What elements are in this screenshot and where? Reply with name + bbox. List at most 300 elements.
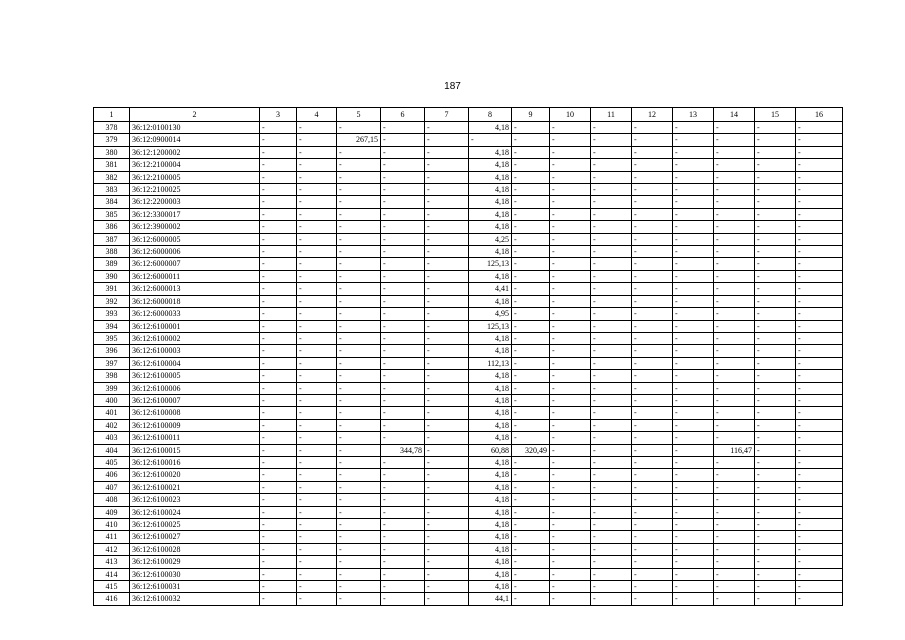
table-cell: - bbox=[673, 345, 714, 357]
table-cell: - bbox=[796, 146, 843, 158]
table-cell: 4,18 bbox=[469, 581, 512, 593]
table-cell: - bbox=[632, 332, 673, 344]
table-cell: - bbox=[550, 357, 591, 369]
table-cell: - bbox=[337, 221, 381, 233]
table-cell: - bbox=[337, 146, 381, 158]
table-cell: - bbox=[673, 295, 714, 307]
table-cell: - bbox=[796, 221, 843, 233]
row-number-cell: 395 bbox=[94, 332, 130, 344]
table-cell: - bbox=[673, 283, 714, 295]
table-cell: - bbox=[591, 407, 632, 419]
table-cell: - bbox=[796, 308, 843, 320]
table-cell: - bbox=[714, 171, 755, 183]
table-cell: - bbox=[796, 258, 843, 270]
table-cell: - bbox=[755, 519, 796, 531]
table-cell: - bbox=[796, 295, 843, 307]
cadastral-number-cell: 36:12:6100023 bbox=[130, 494, 260, 506]
table-cell: - bbox=[714, 407, 755, 419]
column-header-7: 7 bbox=[425, 108, 469, 122]
table-cell: - bbox=[512, 394, 550, 406]
table-cell: - bbox=[714, 568, 755, 580]
table-cell: 116,47 bbox=[714, 444, 755, 456]
table-cell: - bbox=[337, 122, 381, 134]
table-cell: - bbox=[260, 382, 297, 394]
table-cell: - bbox=[755, 543, 796, 555]
table-cell: 4,25 bbox=[469, 233, 512, 245]
table-row bbox=[94, 407, 843, 419]
table-row bbox=[94, 233, 843, 245]
table-cell: - bbox=[591, 531, 632, 543]
row-number-cell: 386 bbox=[94, 221, 130, 233]
table-cell: - bbox=[714, 432, 755, 444]
table-cell: - bbox=[591, 519, 632, 531]
table-row bbox=[94, 308, 843, 320]
table-cell: - bbox=[381, 171, 425, 183]
table-row bbox=[94, 258, 843, 270]
table-cell: - bbox=[632, 469, 673, 481]
table-cell: - bbox=[591, 394, 632, 406]
table-cell: - bbox=[632, 382, 673, 394]
table-cell: - bbox=[550, 246, 591, 258]
table-cell: - bbox=[337, 519, 381, 531]
table-cell: - bbox=[755, 556, 796, 568]
table-cell: - bbox=[714, 320, 755, 332]
column-header-4: 4 bbox=[297, 108, 337, 122]
table-cell: - bbox=[673, 258, 714, 270]
table-cell: - bbox=[512, 295, 550, 307]
table-cell: - bbox=[425, 581, 469, 593]
table-cell: - bbox=[381, 581, 425, 593]
table-cell: - bbox=[260, 246, 297, 258]
table-cell: - bbox=[796, 556, 843, 568]
table-cell: - bbox=[632, 320, 673, 332]
table-cell: - bbox=[425, 556, 469, 568]
table-cell: - bbox=[673, 519, 714, 531]
table-cell: - bbox=[673, 432, 714, 444]
table-cell: - bbox=[260, 146, 297, 158]
table-cell: - bbox=[714, 184, 755, 196]
table-cell: - bbox=[714, 270, 755, 282]
table-cell: - bbox=[381, 382, 425, 394]
table-cell: - bbox=[673, 469, 714, 481]
table-cell: - bbox=[425, 593, 469, 605]
table-cell: - bbox=[673, 543, 714, 555]
table-row bbox=[94, 208, 843, 220]
table-cell: - bbox=[755, 345, 796, 357]
table-cell: - bbox=[512, 283, 550, 295]
table-cell: - bbox=[591, 283, 632, 295]
table-cell: - bbox=[591, 159, 632, 171]
table-cell: - bbox=[297, 134, 337, 146]
table-cell: - bbox=[297, 407, 337, 419]
column-header-1: 1 bbox=[94, 108, 130, 122]
table-cell: - bbox=[337, 419, 381, 431]
table-cell: - bbox=[796, 370, 843, 382]
table-cell: - bbox=[512, 494, 550, 506]
table-cell: - bbox=[550, 456, 591, 468]
table-cell: - bbox=[425, 196, 469, 208]
table-cell: - bbox=[673, 159, 714, 171]
table-cell: - bbox=[425, 357, 469, 369]
table-cell: - bbox=[550, 407, 591, 419]
table-cell: - bbox=[632, 556, 673, 568]
row-number-cell: 405 bbox=[94, 456, 130, 468]
table-cell: 4,18 bbox=[469, 270, 512, 282]
table-cell: - bbox=[796, 394, 843, 406]
table-cell: - bbox=[673, 394, 714, 406]
table-cell: - bbox=[337, 308, 381, 320]
table-cell: - bbox=[796, 233, 843, 245]
table-cell: - bbox=[297, 146, 337, 158]
table-cell: - bbox=[425, 543, 469, 555]
table-cell: - bbox=[381, 531, 425, 543]
table-cell: - bbox=[337, 531, 381, 543]
table-cell: - bbox=[632, 407, 673, 419]
table-cell: - bbox=[755, 357, 796, 369]
table-cell: - bbox=[591, 432, 632, 444]
table-cell: - bbox=[550, 258, 591, 270]
table-cell: 4,18 bbox=[469, 159, 512, 171]
column-header-8: 8 bbox=[469, 108, 512, 122]
table-cell: - bbox=[425, 370, 469, 382]
table-cell: - bbox=[714, 295, 755, 307]
table-cell: - bbox=[673, 320, 714, 332]
table-cell: - bbox=[550, 593, 591, 605]
table-cell: - bbox=[381, 456, 425, 468]
column-header-13: 13 bbox=[673, 108, 714, 122]
table-cell: - bbox=[260, 208, 297, 220]
table-cell: 4,18 bbox=[469, 146, 512, 158]
table-cell: - bbox=[714, 233, 755, 245]
table-cell: - bbox=[591, 568, 632, 580]
table-cell: - bbox=[297, 506, 337, 518]
table-cell: - bbox=[260, 196, 297, 208]
column-header-12: 12 bbox=[632, 108, 673, 122]
table-body bbox=[94, 122, 843, 606]
table-cell: - bbox=[381, 432, 425, 444]
table-cell: - bbox=[297, 394, 337, 406]
row-number-cell: 390 bbox=[94, 270, 130, 282]
table-cell: - bbox=[512, 308, 550, 320]
cadastral-number-cell: 36:12:0100130 bbox=[130, 122, 260, 134]
table-cell: - bbox=[260, 283, 297, 295]
table-cell: - bbox=[550, 543, 591, 555]
row-number-cell: 400 bbox=[94, 394, 130, 406]
row-number-cell: 403 bbox=[94, 432, 130, 444]
table-cell: - bbox=[425, 519, 469, 531]
table-cell: - bbox=[755, 531, 796, 543]
table-cell: - bbox=[381, 469, 425, 481]
table-cell: - bbox=[591, 419, 632, 431]
table-cell: - bbox=[260, 407, 297, 419]
table-cell: - bbox=[337, 568, 381, 580]
table-cell: - bbox=[260, 556, 297, 568]
table-cell: - bbox=[591, 556, 632, 568]
table-cell: - bbox=[297, 568, 337, 580]
table-cell: - bbox=[297, 469, 337, 481]
cadastral-number-cell: 36:12:6100011 bbox=[130, 432, 260, 444]
table-cell: - bbox=[632, 246, 673, 258]
table-cell: - bbox=[297, 345, 337, 357]
row-number-cell: 387 bbox=[94, 233, 130, 245]
table-cell: - bbox=[796, 581, 843, 593]
row-number-cell: 398 bbox=[94, 370, 130, 382]
table-cell: - bbox=[512, 270, 550, 282]
table-cell: - bbox=[381, 407, 425, 419]
column-header-15: 15 bbox=[755, 108, 796, 122]
table-cell: - bbox=[591, 171, 632, 183]
cadastral-number-cell: 36:12:6100021 bbox=[130, 481, 260, 493]
table-cell: 4,18 bbox=[469, 221, 512, 233]
table-cell: - bbox=[260, 308, 297, 320]
table-cell: - bbox=[591, 543, 632, 555]
table-row bbox=[94, 456, 843, 468]
cadastral-number-cell: 36:12:6100002 bbox=[130, 332, 260, 344]
table-cell: 4,95 bbox=[469, 308, 512, 320]
table-cell: - bbox=[337, 432, 381, 444]
table-cell: - bbox=[591, 134, 632, 146]
table-row bbox=[94, 171, 843, 183]
table-cell: - bbox=[260, 568, 297, 580]
table-cell: - bbox=[512, 357, 550, 369]
table-cell: - bbox=[714, 258, 755, 270]
row-number-cell: 412 bbox=[94, 543, 130, 555]
table-cell: - bbox=[673, 481, 714, 493]
table-cell: - bbox=[381, 481, 425, 493]
row-number-cell: 411 bbox=[94, 531, 130, 543]
table-cell: - bbox=[632, 295, 673, 307]
row-number-cell: 401 bbox=[94, 407, 130, 419]
table-cell: 4,18 bbox=[469, 345, 512, 357]
table-cell: - bbox=[260, 258, 297, 270]
table-cell: - bbox=[512, 469, 550, 481]
cadastral-number-cell: 36:12:6000011 bbox=[130, 270, 260, 282]
table-cell: 4,18 bbox=[469, 494, 512, 506]
table-cell: - bbox=[260, 320, 297, 332]
table-cell: - bbox=[673, 568, 714, 580]
table-cell: 4,18 bbox=[469, 531, 512, 543]
table-cell: - bbox=[260, 593, 297, 605]
table-cell: - bbox=[260, 295, 297, 307]
table-cell: - bbox=[297, 382, 337, 394]
table-cell: - bbox=[673, 357, 714, 369]
table-row bbox=[94, 543, 843, 555]
table-cell: - bbox=[425, 221, 469, 233]
table-cell: - bbox=[512, 233, 550, 245]
table-row bbox=[94, 494, 843, 506]
table-cell: - bbox=[714, 196, 755, 208]
row-number-cell: 396 bbox=[94, 345, 130, 357]
table-cell: - bbox=[512, 134, 550, 146]
table-cell: - bbox=[755, 494, 796, 506]
data-table bbox=[93, 107, 843, 606]
row-number-cell: 393 bbox=[94, 308, 130, 320]
table-cell: - bbox=[673, 382, 714, 394]
table-row bbox=[94, 146, 843, 158]
table-cell: - bbox=[755, 196, 796, 208]
table-cell: - bbox=[512, 332, 550, 344]
table-cell: - bbox=[425, 568, 469, 580]
table-cell: - bbox=[796, 357, 843, 369]
table-row bbox=[94, 184, 843, 196]
table-cell: - bbox=[673, 581, 714, 593]
table-cell: - bbox=[297, 184, 337, 196]
table-row bbox=[94, 196, 843, 208]
row-number-cell: 415 bbox=[94, 581, 130, 593]
table-row bbox=[94, 593, 843, 605]
cadastral-number-cell: 36:12:6100027 bbox=[130, 531, 260, 543]
table-cell: - bbox=[714, 519, 755, 531]
table-cell: - bbox=[297, 481, 337, 493]
table-cell: 4,18 bbox=[469, 407, 512, 419]
table-cell: - bbox=[381, 258, 425, 270]
table-cell: - bbox=[755, 444, 796, 456]
cadastral-number-cell: 36:12:6100015 bbox=[130, 444, 260, 456]
table-cell: - bbox=[550, 519, 591, 531]
table-cell: - bbox=[550, 146, 591, 158]
table-cell: 4,18 bbox=[469, 382, 512, 394]
table-cell: 267,15 bbox=[337, 134, 381, 146]
table-cell: - bbox=[673, 246, 714, 258]
table-cell: - bbox=[632, 233, 673, 245]
row-number-cell: 406 bbox=[94, 469, 130, 481]
table-cell: - bbox=[550, 394, 591, 406]
table-cell: - bbox=[755, 581, 796, 593]
table-cell: - bbox=[755, 258, 796, 270]
table-cell: - bbox=[381, 593, 425, 605]
table-cell: - bbox=[381, 506, 425, 518]
table-cell: - bbox=[591, 184, 632, 196]
table-cell: - bbox=[297, 320, 337, 332]
table-cell: 4,18 bbox=[469, 246, 512, 258]
table-cell: - bbox=[796, 444, 843, 456]
cadastral-number-cell: 36:12:6000033 bbox=[130, 308, 260, 320]
table-cell: - bbox=[260, 171, 297, 183]
table-row bbox=[94, 531, 843, 543]
table-cell: - bbox=[297, 519, 337, 531]
table-cell: - bbox=[591, 221, 632, 233]
cadastral-number-cell: 36:12:3300017 bbox=[130, 208, 260, 220]
table-cell: - bbox=[714, 246, 755, 258]
table-cell: - bbox=[512, 568, 550, 580]
table-cell: - bbox=[755, 506, 796, 518]
table-row bbox=[94, 506, 843, 518]
table-cell: 4,18 bbox=[469, 481, 512, 493]
column-header-3: 3 bbox=[260, 108, 297, 122]
header-row bbox=[94, 108, 843, 122]
cadastral-number-cell: 36:12:2100004 bbox=[130, 159, 260, 171]
page-number: 187 bbox=[444, 81, 461, 92]
table-row bbox=[94, 221, 843, 233]
table-cell: - bbox=[550, 221, 591, 233]
table-cell: - bbox=[297, 556, 337, 568]
table-row bbox=[94, 134, 843, 146]
table-cell: - bbox=[714, 531, 755, 543]
table-cell: - bbox=[714, 357, 755, 369]
table-cell: - bbox=[755, 320, 796, 332]
table-cell: - bbox=[381, 208, 425, 220]
table-cell: 344,78 bbox=[381, 444, 425, 456]
table-cell: - bbox=[337, 593, 381, 605]
table-cell: - bbox=[297, 308, 337, 320]
table-row bbox=[94, 345, 843, 357]
table-cell: - bbox=[260, 506, 297, 518]
table-cell: - bbox=[796, 519, 843, 531]
table-cell: - bbox=[796, 283, 843, 295]
table-cell: 4,18 bbox=[469, 432, 512, 444]
table-cell: - bbox=[550, 556, 591, 568]
table-cell: - bbox=[673, 506, 714, 518]
table-cell: - bbox=[755, 221, 796, 233]
table-cell: - bbox=[714, 506, 755, 518]
table-cell: 60,88 bbox=[469, 444, 512, 456]
table-cell: - bbox=[796, 568, 843, 580]
row-number-cell: 399 bbox=[94, 382, 130, 394]
table-cell: - bbox=[714, 159, 755, 171]
table-cell: - bbox=[714, 419, 755, 431]
table-cell: - bbox=[673, 456, 714, 468]
table-cell: - bbox=[512, 481, 550, 493]
cadastral-number-cell: 36:12:2100025 bbox=[130, 184, 260, 196]
table-cell: - bbox=[550, 568, 591, 580]
table-cell: - bbox=[297, 593, 337, 605]
table-cell: - bbox=[512, 258, 550, 270]
table-cell: - bbox=[381, 146, 425, 158]
table-cell: - bbox=[796, 407, 843, 419]
table-cell: - bbox=[337, 456, 381, 468]
table-cell: - bbox=[297, 494, 337, 506]
table-cell: - bbox=[714, 382, 755, 394]
table-cell: - bbox=[297, 370, 337, 382]
table-cell: - bbox=[591, 258, 632, 270]
table-cell: - bbox=[425, 320, 469, 332]
table-row bbox=[94, 246, 843, 258]
table-cell: - bbox=[632, 506, 673, 518]
table-cell: - bbox=[512, 370, 550, 382]
table-cell: - bbox=[512, 556, 550, 568]
cadastral-number-cell: 36:12:3900002 bbox=[130, 221, 260, 233]
table-cell: - bbox=[755, 295, 796, 307]
table-cell: - bbox=[425, 122, 469, 134]
cadastral-number-cell: 36:12:6100003 bbox=[130, 345, 260, 357]
table-cell: - bbox=[381, 246, 425, 258]
table-cell: - bbox=[796, 320, 843, 332]
table-cell: - bbox=[796, 196, 843, 208]
table-cell: - bbox=[550, 581, 591, 593]
row-number-cell: 404 bbox=[94, 444, 130, 456]
table-cell: - bbox=[512, 221, 550, 233]
row-number-cell: 397 bbox=[94, 357, 130, 369]
table-row bbox=[94, 432, 843, 444]
row-number-cell: 379 bbox=[94, 134, 130, 146]
table-cell: - bbox=[260, 134, 297, 146]
table-cell: - bbox=[755, 481, 796, 493]
row-number-cell: 409 bbox=[94, 506, 130, 518]
cadastral-number-cell: 36:12:6000013 bbox=[130, 283, 260, 295]
table-cell: - bbox=[381, 134, 425, 146]
table-row bbox=[94, 159, 843, 171]
table-cell: - bbox=[512, 159, 550, 171]
table-cell: - bbox=[297, 246, 337, 258]
column-header-9: 9 bbox=[512, 108, 550, 122]
table-cell: - bbox=[673, 593, 714, 605]
table-cell: 4,18 bbox=[469, 456, 512, 468]
table-cell: - bbox=[550, 308, 591, 320]
cadastral-number-cell: 36:12:6100032 bbox=[130, 593, 260, 605]
table-cell: - bbox=[796, 593, 843, 605]
table-cell: - bbox=[673, 494, 714, 506]
table-cell: - bbox=[796, 543, 843, 555]
